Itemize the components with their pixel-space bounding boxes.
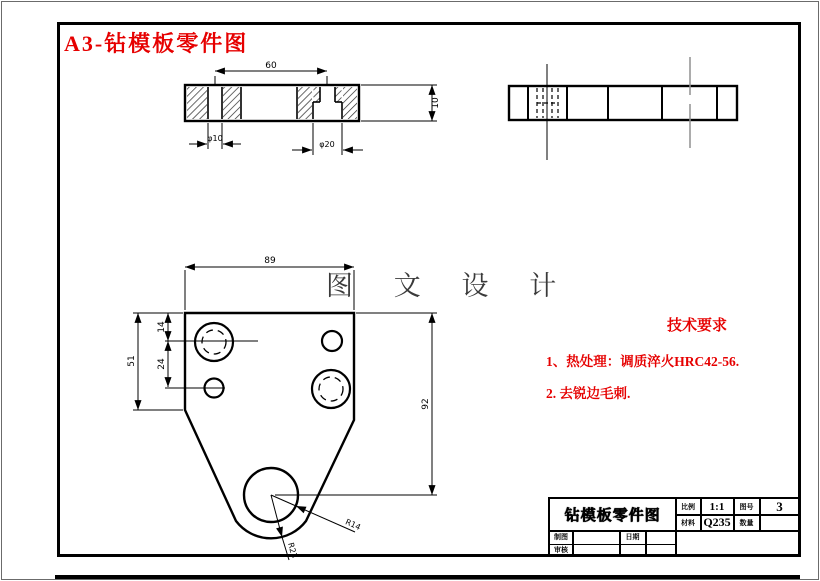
front-view-outline: [185, 313, 354, 538]
bottom-edge-bar: [55, 575, 800, 579]
title-block-line: [572, 530, 574, 555]
title-block-part-name: 钻模板零件图: [564, 508, 661, 524]
sheet-number-value: 3: [776, 499, 783, 514]
dim-hole-small: φ10: [207, 134, 223, 143]
watermark-text: 图 文 设 计: [326, 271, 574, 301]
front-view: [185, 313, 354, 538]
dim-front-width: 89: [264, 256, 276, 266]
section-view: [185, 85, 359, 121]
hatch-area: [187, 87, 207, 119]
material-label: 材料: [681, 518, 695, 527]
date-label: 日期: [625, 533, 640, 541]
hole-small-topright: [322, 331, 342, 351]
dim-hole-spacing: 24: [157, 358, 167, 370]
quantity-label: 数量: [739, 518, 754, 527]
side-view-dividers: [528, 86, 717, 120]
dim-hole-large: φ20: [319, 140, 335, 149]
hatch-area: [223, 87, 240, 119]
tech-requirement-item: 1、热处理：调质淬火HRC42-56.: [546, 354, 740, 369]
drafted-by-label: 制图: [554, 533, 568, 541]
hole-counterbore-midright: [312, 370, 350, 408]
hole-hidden-circle: [319, 377, 343, 401]
tech-requirements-title: 技术要求: [666, 318, 727, 334]
hatch-area: [314, 87, 320, 102]
dim-left-height: 51: [127, 355, 137, 367]
hole-counterbore-topleft: [195, 323, 233, 361]
scale-value: 1:1: [709, 500, 725, 513]
dim-section-thickness: 10: [431, 97, 441, 109]
hatch-area: [336, 87, 342, 102]
sheet-number-label: 图号: [739, 502, 754, 511]
drawing-title-text: A3-钻模板零件图: [64, 31, 249, 56]
tech-requirement-item: 2. 去锐边毛刺.: [546, 386, 631, 401]
hatch-area: [298, 87, 312, 119]
dim-section-width: 60: [265, 61, 277, 71]
dim-radius-bottom: R23: [286, 541, 299, 560]
title-block-line: [645, 530, 647, 555]
hatch-area: [343, 87, 357, 119]
scale-label: 比例: [681, 502, 695, 511]
title-block-line: [675, 530, 677, 555]
hole-hidden-circle: [202, 330, 226, 354]
side-view: [509, 57, 737, 160]
title-block: [548, 497, 801, 557]
material-value: Q235: [703, 515, 731, 529]
front-dimensions: [133, 267, 437, 560]
dim-right-height: 92: [421, 398, 431, 410]
section-outline: [185, 85, 359, 121]
quantity-value: [760, 515, 799, 530]
dim-radius-hole: R14: [343, 517, 363, 533]
dim-top-offset: 14: [157, 321, 167, 333]
checked-by-label: 审核: [554, 545, 568, 554]
